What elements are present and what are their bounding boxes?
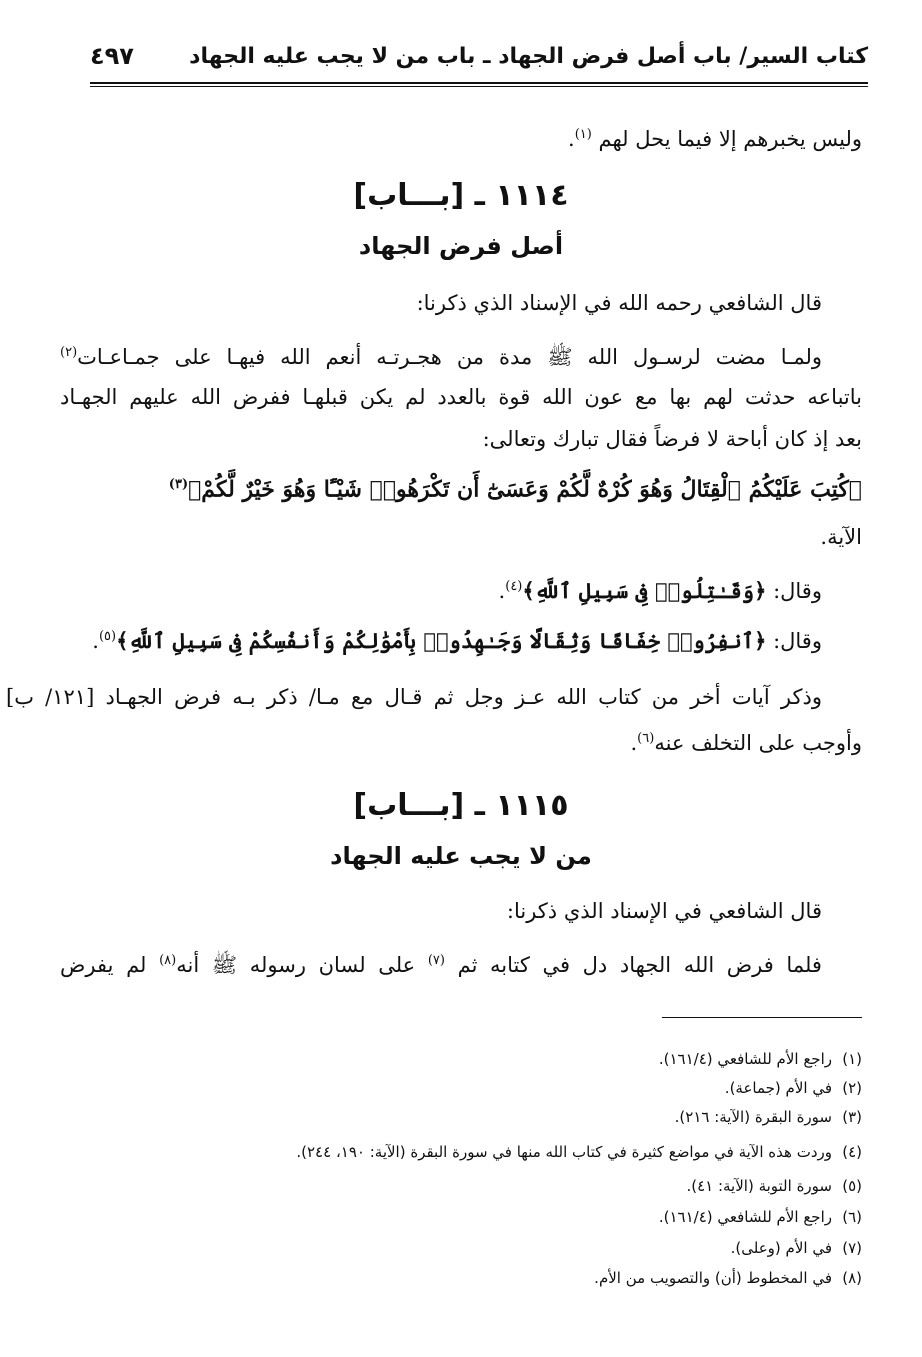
chapter-1114-number: ١١١٤ ـ [بـــاب] (353, 178, 569, 213)
footnote-ref-4: (٤) (505, 579, 523, 594)
paragraph-2-line-1: ولمـا مضت لرسـول الله ﷺ مدة من هجـرتـه أنعم الله فيهـا على جمـاعـات$^{(٢)}$ (60, 345, 822, 369)
paragraph-2-line-2: باتباعه حدثت لهم بها مع عون الله قوة بالعدد لم يكن قبلهـا ففرض الله عليهم الجهـاد (60, 385, 862, 409)
footnote-4: (٤)وردت هذه الآية في مواضع كثيرة في كتاب الله منها في سورة البقرة (الآية: ١٩٠، ٢٤٤). (296, 1143, 862, 1161)
footnote-2: (٢)في الأم (جماعة). (724, 1079, 862, 1097)
verse-tawba-41: ﴿ٱنفِرُوا۟ خِفَافًا وَثِقَالًا وَجَـٰهِدُوا۟ بِأَمْوَٰلِكُمْ وَأَنفُسِكُمْ فِى سَبِيلِ ٱللَّهِ﴾ (116, 628, 767, 653)
header-rule (90, 82, 868, 87)
verse-1-continuation: الآية. (820, 525, 862, 549)
chapter-1114-title: أصل فرض الجهاد (358, 232, 564, 260)
paragraph-4: وقال: ﴿ٱنفِرُوا۟ خِفَافًا وَثِقَالًا وَجَـٰهِدُوا۟ بِأَمْوَٰلِكُمْ وَأَنفُسِكُمْ فِى سَبِيلِ ٱللَّهِ﴾$^{(٥)}$. (92, 628, 822, 653)
footnote-ref-2: (٢) (60, 345, 78, 360)
footnote-7: (٧)في الأم (وعلى). (730, 1239, 862, 1257)
footnote-3: (٣)سورة البقرة (الآية: ٢١٦). (674, 1108, 862, 1126)
footnote-ref-1: (١) (574, 127, 592, 142)
footnote-rule (662, 1017, 862, 1018)
verse-qatilu: ﴿وَقَـٰتِلُوا۟ فِى سَبِيلِ ٱللَّهِ﴾ (522, 578, 767, 603)
chapter-1115-title: من لا يجب عليه الجهاد (330, 842, 592, 870)
footnote-8: (٨)في المخطوط (أن) والتصويب من الأم. (594, 1269, 862, 1287)
footnote-ref-6: (٦) (637, 731, 655, 746)
paragraph-2-line-3: بعد إذ كان أباحة لا فرضاً فقال تبارك وتعالى: (482, 427, 862, 451)
page-header (90, 34, 868, 78)
paragraph-7: فلما فرض الله الجهاد دل في كتابه ثم $^{(٧)}$ على لسان رسوله ﷺ أنه$^{(٨)}$ لم يفرض (60, 953, 822, 977)
paragraph-5-line-2: وأوجب على التخلف عنه$^{(٦)}$. (630, 731, 862, 755)
chapter-1115-number: ١١١٥ ـ [بـــاب] (353, 788, 569, 823)
paragraph-6: قال الشافعي في الإسناد الذي ذكرنا: (506, 899, 822, 923)
page-number: ٤٩٧ (90, 42, 134, 70)
footnote-6: (٦)راجع الأم للشافعي (١٦١/٤). (658, 1208, 862, 1226)
footnote-ref-5: (٥) (98, 629, 117, 644)
footnote-ref-8: (٨) (159, 953, 177, 968)
running-title: كتاب السير/ باب أصل فرض الجهاد ـ باب من لا يجب عليه الجهاد (189, 43, 868, 69)
body-line-1: وليس يخبرهم إلا فيما يحل لهم $^{(١)}$. (568, 127, 862, 151)
paragraph-5-line-1: وذكر آيات أخر من كتاب الله عـز وجل ثم قـال مع مـا/ ذكر بـه فرض الجهـاد [١٢١/ ب] (6, 685, 822, 709)
footnote-ref-7: (٧) (427, 953, 445, 968)
footnote-5: (٥)سورة التوبة (الآية: ٤١). (686, 1177, 862, 1195)
footnote-1: (١)راجع الأم للشافعي (١٦١/٤). (658, 1050, 862, 1068)
footnote-ref-3: (٣) (168, 477, 189, 492)
paragraph-1: قال الشافعي رحمه الله في الإسناد الذي ذكرنا: (416, 291, 822, 315)
paragraph-3: وقال: ﴿وَقَـٰتِلُوا۟ فِى سَبِيلِ ٱللَّهِ﴾$^{(٤)}$. (498, 578, 822, 603)
verse-baqara-216: ﴿كُتِبَ عَلَيْكُمُ ٱلْقِتَالُ وَهُوَ كُرْهٌ لَّكُمْ وَعَسَىٰٓ أَن تَكْرَهُوا۟ شَيْـًٔا وَهُوَ خَيْرٌ لَّكُمْ﴾$^{(٣)}$ (168, 476, 862, 503)
